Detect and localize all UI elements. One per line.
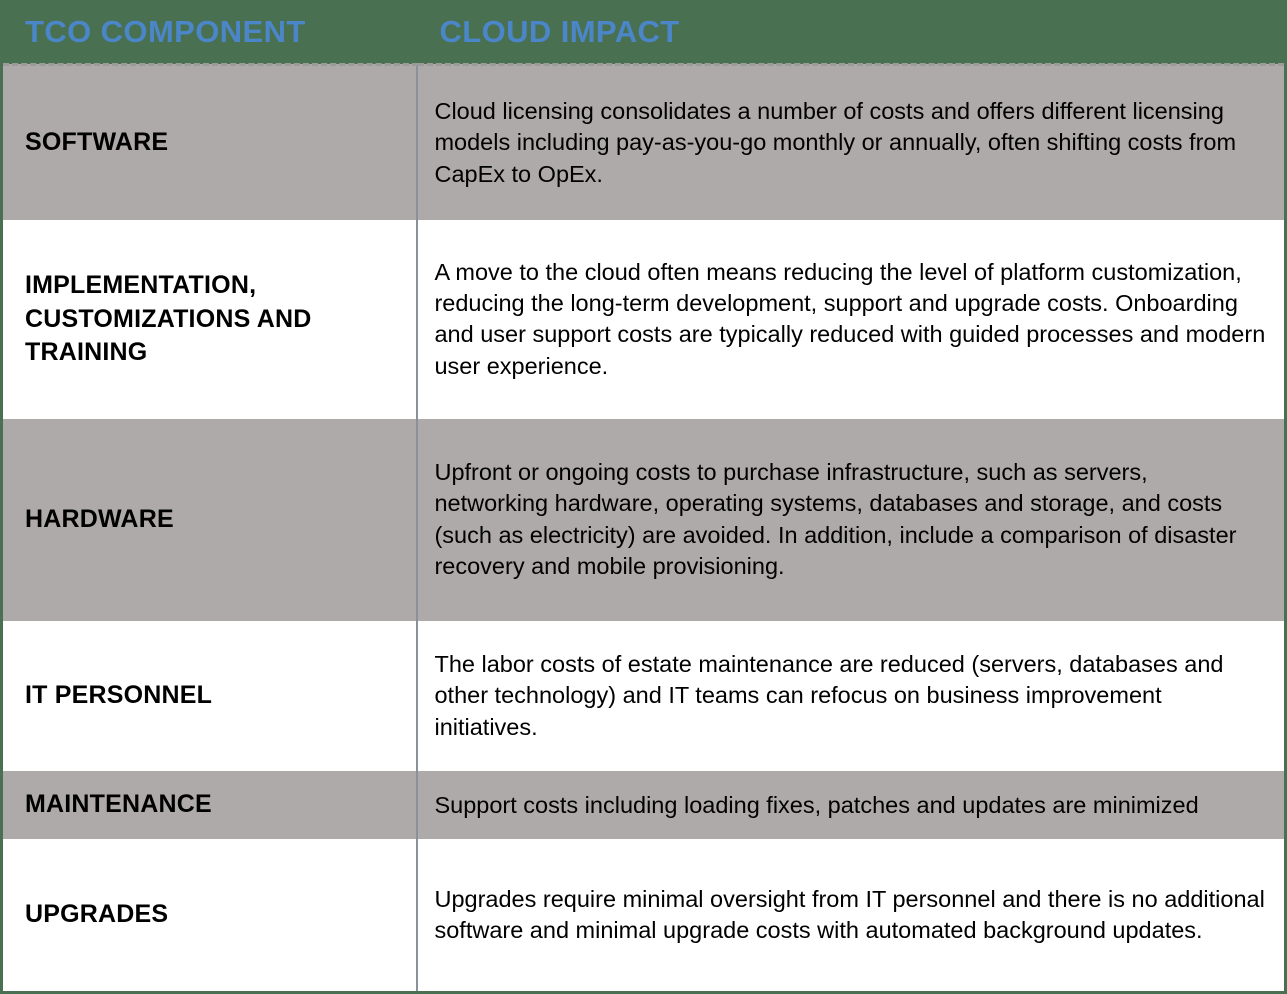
- impact-description: Support costs including loading fixes, patches and updates are minimized: [434, 791, 1199, 818]
- table-row: [2, 64, 1286, 220]
- impact-cell-maintenance: [417, 771, 1285, 839]
- table-row: [2, 621, 1286, 771]
- impact-description: A move to the cloud often means reducing the level of platform customization, reducing the long-term development, support and upgrade costs. Onboarding and user support costs are typically reduced with guided processes and modern user experience.: [434, 258, 1266, 379]
- component-cell-maintenance: [2, 771, 418, 839]
- table-row: [2, 839, 1286, 992]
- impact-description: Upgrades require minimal oversight from IT personnel and there is no additional software and minimal upgrade costs with automated background updates.: [434, 885, 1265, 944]
- table-row: [2, 419, 1286, 621]
- component-label: IT PERSONNEL: [25, 681, 213, 710]
- column-header-cloud-impact: [417, 0, 1285, 64]
- impact-cell-upgrades: [417, 839, 1285, 992]
- impact-description: Cloud licensing consolidates a number of costs and offers different licensing models including pay-as-you-go monthly or annually, often shifting costs from CapEx to OpEx.: [434, 98, 1237, 187]
- component-cell-it-personnel: [2, 621, 418, 771]
- table-body: [2, 64, 1286, 993]
- component-cell-hardware: [2, 419, 418, 621]
- column-header-tco-component: [2, 0, 418, 64]
- component-cell-implementation: [2, 220, 418, 418]
- component-cell-upgrades: [2, 839, 418, 992]
- table-row: [2, 220, 1286, 418]
- column-header-tco-component-label: TCO COMPONENT: [25, 13, 306, 49]
- impact-cell-implementation: [417, 220, 1285, 418]
- component-label: SOFTWARE: [25, 128, 169, 157]
- table-header-row: [2, 0, 1286, 64]
- impact-cell-hardware: [417, 419, 1285, 621]
- component-label: IMPLEMENTATION, CUSTOMIZATIONS AND TRAINING: [25, 271, 312, 367]
- impact-cell-software: [417, 64, 1285, 220]
- impact-description: Upfront or ongoing costs to purchase infrastructure, such as servers, networking hardware, operating systems, databases and storage, and costs (such as electricity) are avoided. In addition, include a comparison of disaster recovery and mobile provisioning.: [434, 459, 1237, 579]
- component-label: UPGRADES: [25, 900, 169, 929]
- table-row: [2, 771, 1286, 839]
- impact-description: The labor costs of estate maintenance are reduced (servers, databases and other technology) and IT teams can refocus on business improvement initiatives.: [434, 651, 1224, 740]
- component-label: MAINTENANCE: [25, 790, 212, 819]
- component-label: HARDWARE: [25, 504, 174, 533]
- component-cell-software: [2, 64, 418, 220]
- impact-cell-it-personnel: [417, 621, 1285, 771]
- column-header-cloud-impact-label: CLOUD IMPACT: [439, 13, 680, 49]
